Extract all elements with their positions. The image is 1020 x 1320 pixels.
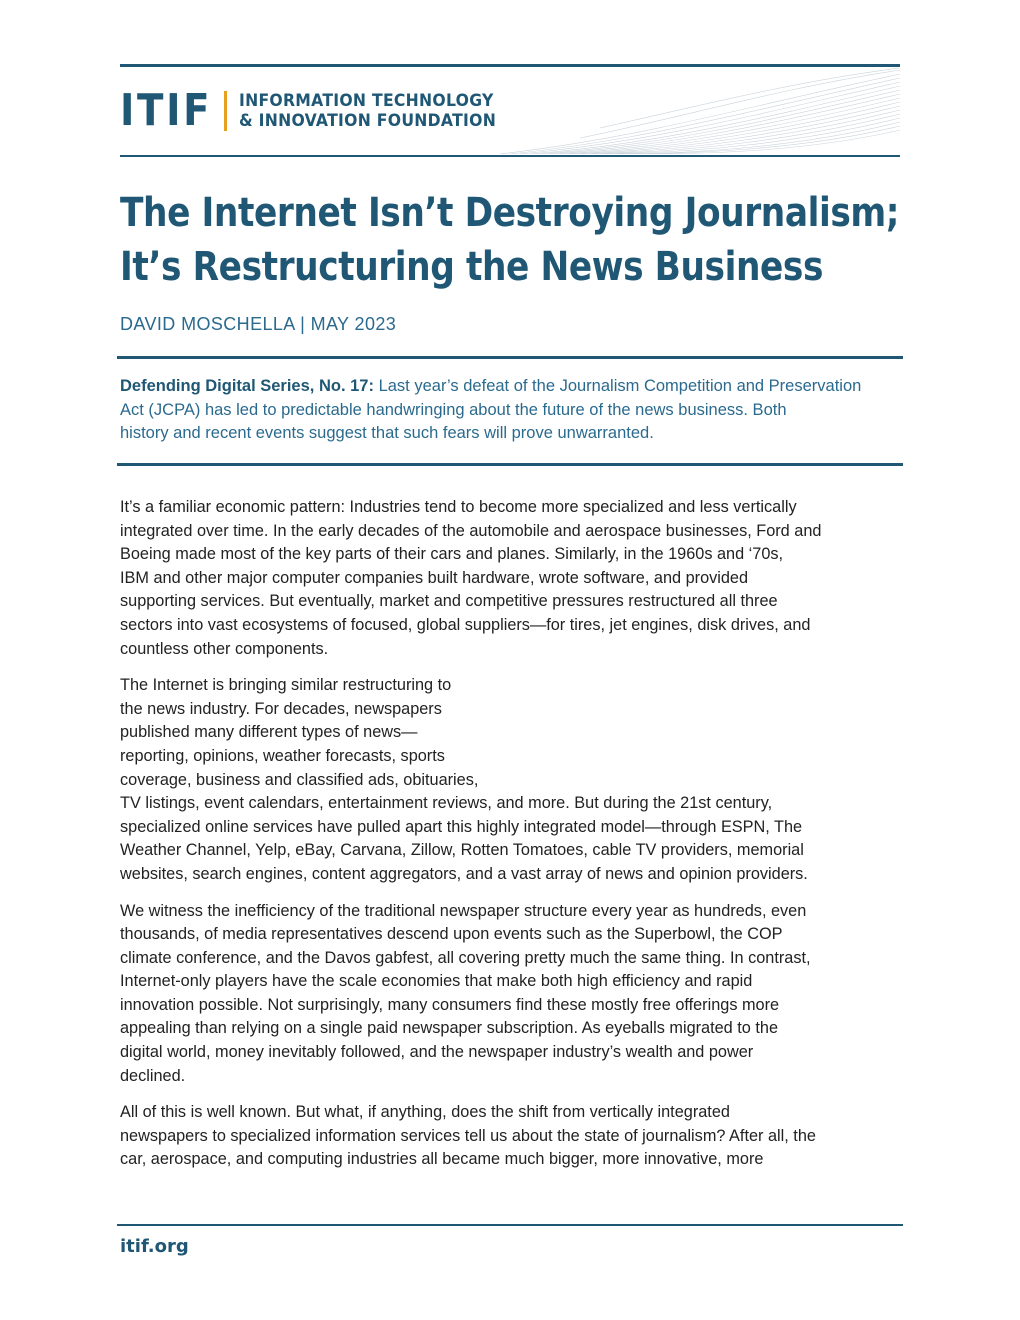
text-line: integrated over time. In the early decades of the automobile and aerospace businesses, Ford and xyxy=(120,521,822,540)
text-line: Weather Channel, Yelp, eBay, Carvana, Zillow, Rotten Tomatoes, cable TV providers, memorial xyxy=(120,841,804,860)
footer-rule xyxy=(117,1224,903,1226)
text-line: All of this is well known. But what, if anything, does the shift from vertically integrated xyxy=(120,1103,730,1122)
header-band xyxy=(120,64,900,159)
text-line: car, aerospace, and computing industries all became much bigger, more innovative, more xyxy=(120,1150,764,1169)
text-line: Internet-only players have the scale economies that make both high efficiency and rapid xyxy=(120,972,753,991)
abstract-top-rule xyxy=(117,356,903,359)
text-line: innovation possible. Not surprisingly, many consumers find these mostly free offerings more xyxy=(120,995,780,1014)
article-body xyxy=(120,496,905,1185)
text-line: reporting, opinions, weather forecasts, sports xyxy=(120,746,445,765)
text-line: countless other components. xyxy=(120,639,329,658)
text-line: IBM and other major computer companies built hardware, wrote software, and provided xyxy=(120,568,749,587)
text-line: the news industry. For decades, newspapers xyxy=(120,699,442,718)
logo-divider xyxy=(224,91,227,131)
text-line: websites, search engines, content aggregators, and a vast array of news and opinion providers. xyxy=(120,864,808,883)
itif-logo xyxy=(120,85,518,136)
text-line: We witness the inefficiency of the traditional newspaper structure every year as hundreds, even xyxy=(120,901,807,920)
paragraph xyxy=(120,496,905,661)
organization-name xyxy=(239,91,496,131)
text-line: climate conference, and the Davos gabfest, all covering pretty much the same thing. In contrast, xyxy=(120,948,811,967)
text-line: declined. xyxy=(120,1066,186,1085)
organization-name-line1: INFORMATION TECHNOLOGY xyxy=(239,91,494,111)
title-line2: It’s Restructuring the News Business xyxy=(120,244,823,290)
byline: DAVID MOSCHELLA | MAY 2023 xyxy=(120,314,397,334)
header-top-rule xyxy=(120,64,900,67)
text-line: appealing than relying on a single paid newspaper subscription. As eyeballs migrated to the xyxy=(120,1019,778,1038)
header-bottom-rule xyxy=(120,155,900,157)
logo-wordmark: ITIF xyxy=(120,85,213,136)
text-line: newspapers to specialized information services tell us about the state of journalism? After all, the xyxy=(120,1126,816,1145)
text-line: coverage, business and classified ads, obituaries, xyxy=(120,770,479,789)
abstract-line: Last year’s defeat of the Journalism Competition and Preservation xyxy=(373,377,862,395)
paragraph xyxy=(120,674,905,886)
paragraph xyxy=(120,1101,905,1172)
organization-name-line2: & INNOVATION FOUNDATION xyxy=(239,111,497,131)
abstract-bottom-rule xyxy=(117,463,903,466)
text-line: It’s a familiar economic pattern: Industries tend to become more specialized and less vertically xyxy=(120,498,797,516)
text-line: thousands, of media representatives descend upon events such as the Superbowl, the COP xyxy=(120,925,783,944)
text-line: sectors into vast ecosystems of focused, global suppliers—for tires, jet engines, disk drives, and xyxy=(120,615,811,634)
paragraph xyxy=(120,900,905,1089)
text-line: TV listings, event calendars, entertainment reviews, and more. But during the 21st century, xyxy=(120,794,773,813)
abstract xyxy=(120,375,910,446)
series-label: Defending Digital Series, No. 17: xyxy=(120,377,374,395)
title-line1: The Internet Isn’t Destroying Journalism; xyxy=(120,190,900,236)
abstract-line: Act (JCPA) has led to predictable handwringing about the future of the news business. Both xyxy=(120,400,787,419)
text-line: specialized online services have pulled apart this highly integrated model—through ESPN, The xyxy=(120,817,803,836)
abstract-line: history and recent events suggest that such fears will prove unwarranted. xyxy=(120,424,654,443)
page-title xyxy=(120,186,910,294)
footer-site-link[interactable]: itif.org xyxy=(120,1236,189,1257)
wave-pattern-graphic xyxy=(480,68,900,154)
text-line: supporting services. But eventually, market and competitive pressures restructured all three xyxy=(120,592,778,611)
text-line: Boeing made most of the key parts of their cars and planes. Similarly, in the 1960s and ‘70s, xyxy=(120,545,784,564)
text-line: digital world, money inevitably followed, and the newspaper industry’s wealth and power xyxy=(120,1043,754,1062)
text-line: published many different types of news— xyxy=(120,723,418,742)
text-line: The Internet is bringing similar restructuring to xyxy=(120,676,452,695)
